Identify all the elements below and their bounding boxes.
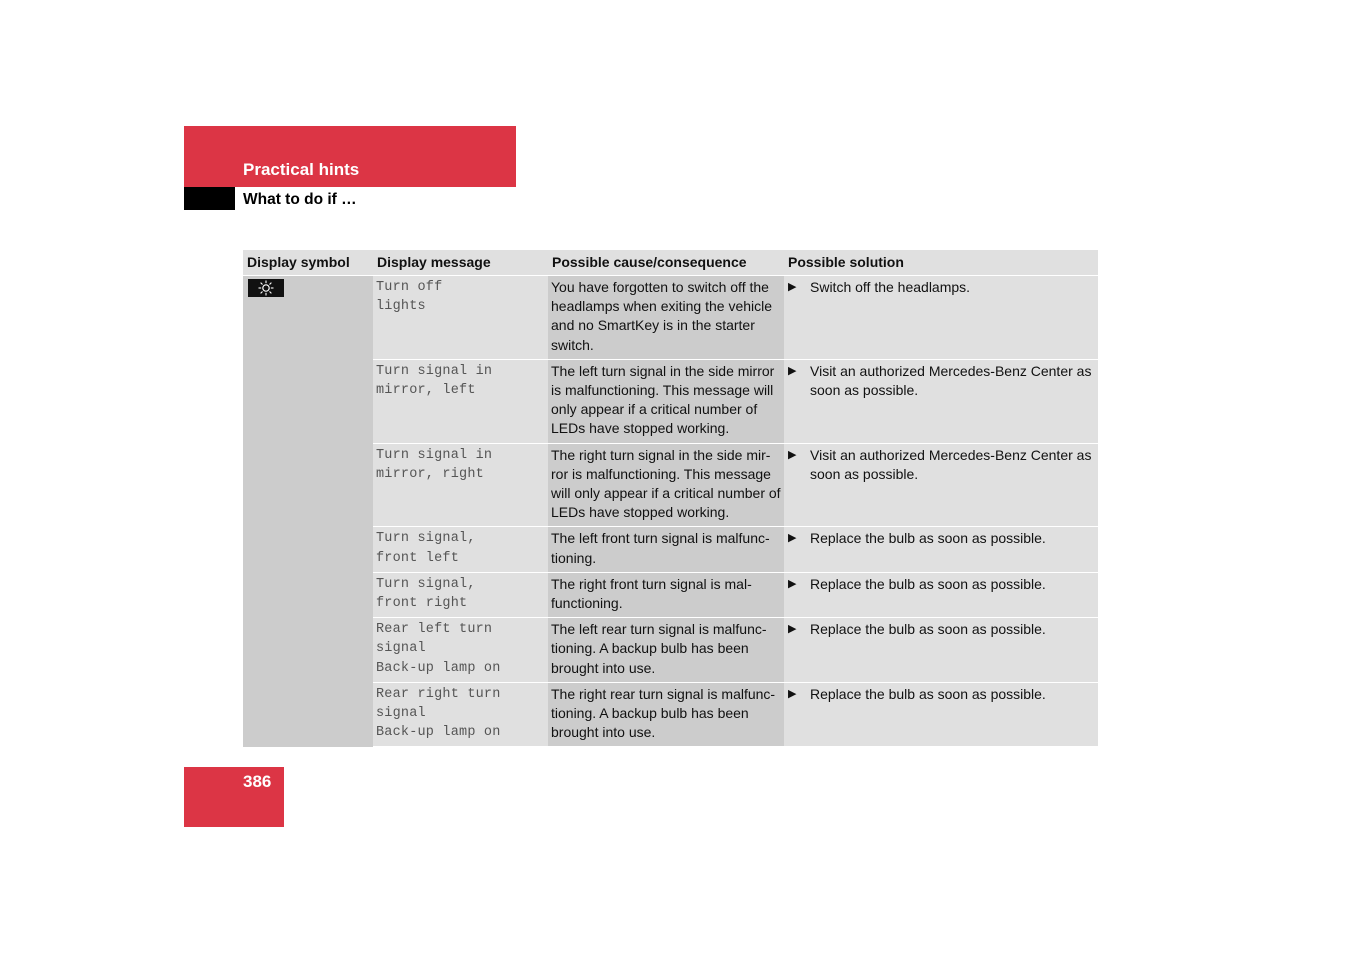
arrow-right-icon: ▶ [788,448,797,461]
possible-cause: The right rear turn signal is malfunc-tioning. A backup bulb has been brought into use. [548,682,784,747]
header-possible-cause: Possible cause/consequence [548,250,784,276]
possible-cause: You have forgotten to switch off the headlamps when exiting the vehicle and no SmartKey is in the starter switch. [548,276,784,360]
display-message: Rear right turn signal Back-up lamp on [373,682,548,747]
header-display-symbol: Display symbol [243,250,373,276]
light-bulb-icon [248,279,284,297]
solution-text: Replace the bulb as soon as possible. [810,621,1046,638]
display-message: Turn signal in mirror, right [373,443,548,527]
possible-solution [784,572,1098,617]
display-message: Turn off lights [373,276,548,360]
solution-text: Replace the bulb as soon as possible. [810,685,1046,702]
display-message: Turn signal in mirror, left [373,359,548,443]
possible-solution [784,359,1098,443]
solution-text: Replace the bulb as soon as possible. [810,575,1046,592]
subsection-marker [184,187,235,210]
possible-solution [784,276,1098,360]
possible-solution [784,618,1098,683]
arrow-right-icon: ▶ [788,623,797,636]
possible-solution [784,682,1098,747]
header-possible-solution: Possible solution [784,250,1098,276]
display-message-table [243,250,1098,747]
display-message: Rear left turn signal Back-up lamp on [373,618,548,683]
possible-cause: The left rear turn signal is malfunc-tioning. A backup bulb has been brought into use. [548,618,784,683]
possible-cause: The right turn signal in the side mir-ror is malfunctioning. This message will only appear if a critical number of LEDs have stopped working. [548,443,784,527]
display-message: Turn signal, front right [373,572,548,617]
table-row [243,276,1098,360]
subsection-title: What to do if … [243,191,357,208]
arrow-right-icon: ▶ [788,281,797,293]
solution-text: Switch off the headlamps. [810,279,971,295]
solution-text: Visit an authorized Mercedes-Benz Center as soon as possible. [810,446,1092,482]
section-title: Practical hints [243,160,360,179]
display-symbol-cell [243,276,373,747]
display-message: Turn signal, front left [373,527,548,572]
arrow-right-icon: ▶ [788,577,797,590]
possible-cause: The left turn signal in the side mirror is malfunctioning. This message will only appear if a critical number of LEDs have stopped working. [548,359,784,443]
solution-text: Visit an authorized Mercedes-Benz Center as soon as possible. [810,362,1092,399]
table-header-row [243,250,1098,276]
arrow-right-icon: ▶ [788,532,797,545]
arrow-right-icon: ▶ [788,364,797,377]
possible-solution [784,527,1098,572]
possible-solution [784,443,1098,527]
page-number: 386 [243,772,272,791]
solution-text: Replace the bulb as soon as possible. [810,530,1046,547]
possible-cause: The right front turn signal is mal-functioning. [548,572,784,617]
possible-cause: The left front turn signal is malfunc-tioning. [548,527,784,572]
arrow-right-icon: ▶ [788,687,797,700]
header-display-message: Display message [373,250,548,276]
